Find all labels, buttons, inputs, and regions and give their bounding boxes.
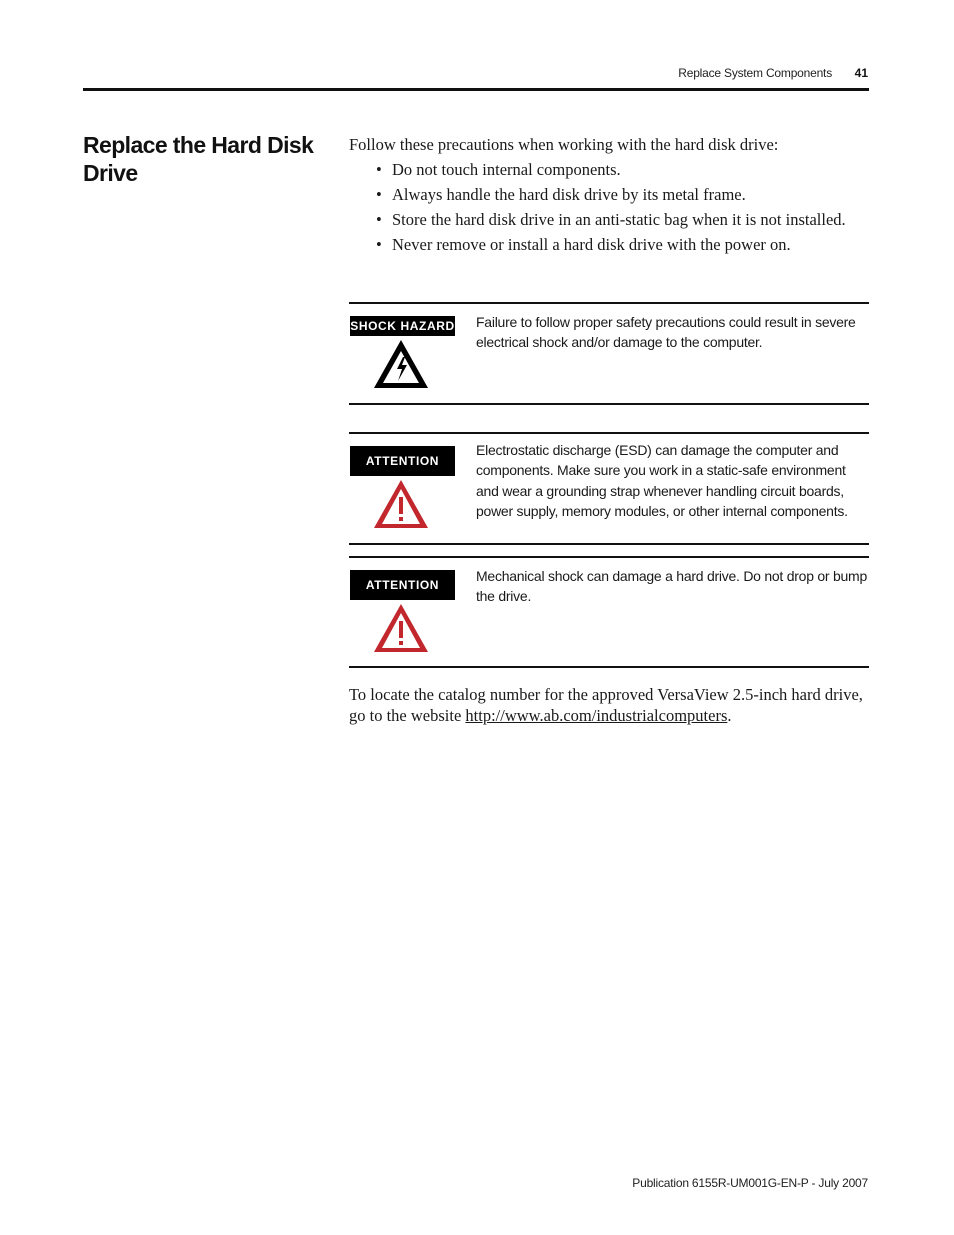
bullet-glyph: • <box>376 185 382 204</box>
list-item <box>376 185 846 206</box>
notice-bottom-rule <box>349 543 869 545</box>
intro-paragraph: Follow these precautions when working with the hard disk drive: <box>349 135 779 154</box>
precautions-list <box>376 160 846 260</box>
exclamation-warning-icon <box>372 478 430 530</box>
list-item-text: Do not touch internal components. <box>392 160 621 179</box>
notice-top-rule <box>349 302 869 304</box>
list-item <box>376 160 846 181</box>
shock-hazard-notice <box>349 302 869 406</box>
bullet-glyph: • <box>376 160 382 179</box>
bullet-glyph: • <box>376 235 382 254</box>
bullet-glyph: • <box>376 210 382 229</box>
page-header <box>0 66 954 86</box>
industrial-computers-link[interactable]: http://www.ab.com/industrialcomputers <box>465 705 728 725</box>
list-item-text: Store the hard disk drive in an anti-static bag when it is not installed. <box>392 210 846 229</box>
mechanical-shock-attention-notice <box>349 556 869 670</box>
closing-period: . <box>727 705 732 725</box>
mechanical-shock-attention-text: Mechanical shock can damage a hard drive. Do not drop or bump the drive. <box>476 568 867 605</box>
list-item-text: Never remove or install a hard disk drive with the power on. <box>392 235 791 254</box>
closing-paragraph <box>349 685 879 726</box>
notice-bottom-rule <box>349 666 869 668</box>
section-heading: Replace the Hard Disk Drive <box>83 132 314 186</box>
notice-top-rule <box>349 556 869 558</box>
list-item <box>376 210 846 231</box>
publication-footer: Publication 6155R-UM001G-EN-P - July 2007 <box>632 1176 868 1190</box>
closing-text: To locate the catalog number for the approved VersaView 2.5-inch hard drive, go to the website <box>349 685 863 725</box>
list-item <box>376 235 846 256</box>
attention-label: ATTENTION <box>350 570 455 600</box>
esd-attention-notice <box>349 432 869 546</box>
notice-bottom-rule <box>349 403 869 405</box>
notice-top-rule <box>349 432 869 434</box>
page-number: 41 <box>854 66 868 80</box>
esd-attention-text: Electrostatic discharge (ESD) can damage the computer and components. Make sure you work in a static-safe environment and wear a grounding strap whenever handling circuit boards, power supply, memory modules, or other internal components. <box>476 442 848 519</box>
shock-hazard-text: Failure to follow proper safety precautions could result in severe electrical shock and/or damage to the computer. <box>476 314 856 351</box>
attention-label: ATTENTION <box>350 446 455 476</box>
exclamation-warning-icon <box>372 602 430 654</box>
list-item-text: Always handle the hard disk drive by its metal frame. <box>392 185 746 204</box>
shock-hazard-label: SHOCK HAZARD <box>350 316 455 336</box>
electric-shock-warning-icon <box>372 338 430 390</box>
header-divider <box>83 88 869 91</box>
header-section-title: Replace System Components <box>678 66 832 80</box>
